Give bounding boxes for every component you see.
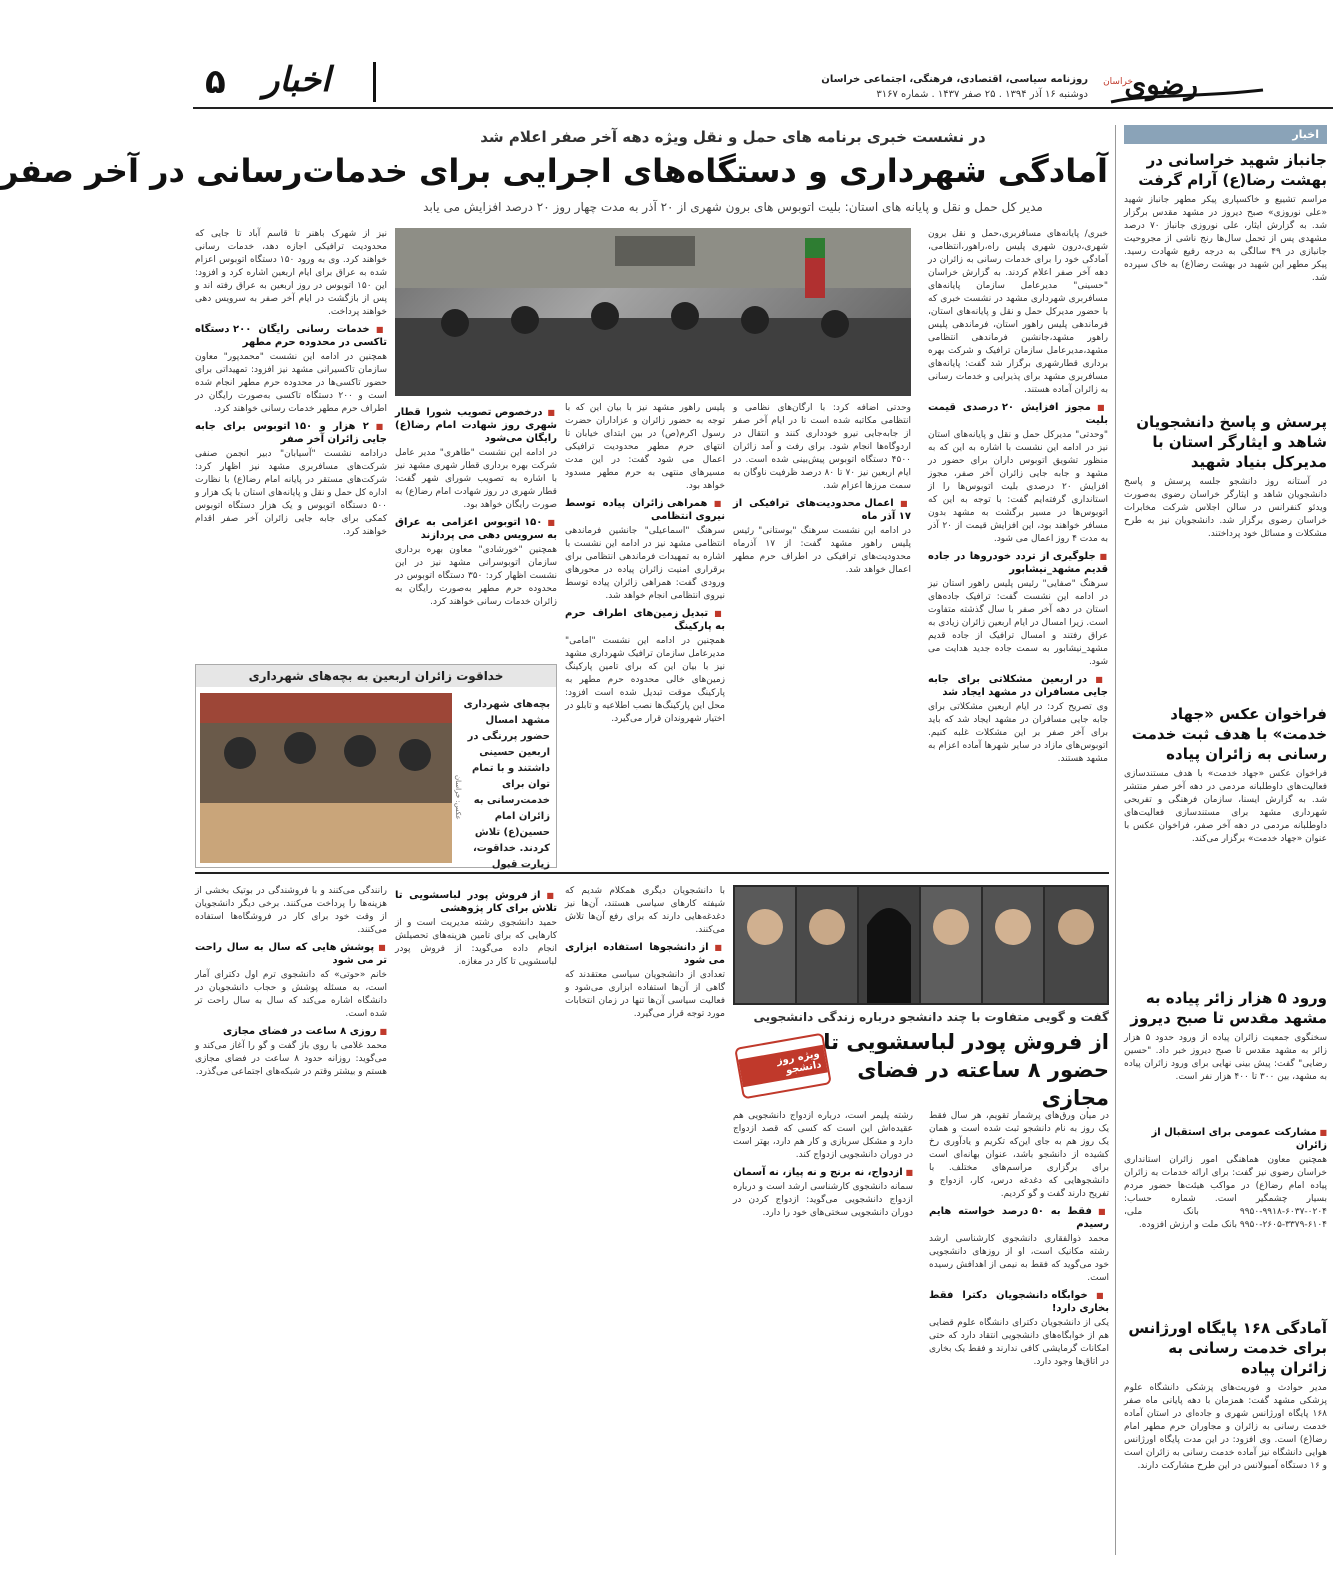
sidebar-text-2: در آستانه روز دانشجو جلسه پرسش و پاسخ دانشجویان شاهد و ایثارگر خراسان رضوی به‌صورت ویدئو کنفرانس در سالن اجلاس شرکت مخابرات خراسان رضوی برگزار شد. دانشجویان نیز به طرح مشکلات و مسائل خود پرداختند. <box>1124 477 1327 539</box>
subhead-buses-iraq: ■ ۱۵۰ اتوبوس اعزامی به عراق به سرویس دهی می پردازند <box>395 516 557 542</box>
feature-badge-text: ویژه روز دانشجو <box>738 1045 828 1088</box>
municipality-photo <box>200 693 452 863</box>
feature-column-5 <box>195 885 387 1550</box>
photo-credit: عکس: خراسان <box>454 775 462 820</box>
feature-subhead-4: ■ از دانشجوها استفاده ابزاری می شود <box>565 941 725 967</box>
subhead-buses-2150: ■ ۲ هزار و ۱۵۰ اتوبوس برای جابه جایی زائران آخر صفر <box>195 420 387 446</box>
feature-subhead-1: ■ فقط به ۵۰ درصد خواسته هایم رسیدم <box>929 1205 1109 1231</box>
sidebar-headline-4: ورود ۵ هزار زائر پیاده به مشهد مقدس تا صبح دیروز <box>1130 989 1327 1027</box>
subhead-police: ■ همراهی زائران پیاده توسط نیروی انتظامی <box>565 497 725 523</box>
photo-box-title: خداقوت زائران اربعین به بچه‌های شهرداری <box>196 665 556 687</box>
subhead-metro: ■ درخصوص تصویب شورا قطار شهری روز شهادت امام رضا(ع) رایگان می‌شود <box>395 406 557 445</box>
photo-box-municipality <box>195 664 557 868</box>
lead-photo <box>395 228 911 396</box>
lead-column-5 <box>195 228 387 664</box>
sidebar-tag: اخبار <box>1124 125 1327 144</box>
svg-text:رضوی: رضوی <box>1124 68 1198 101</box>
newspaper-logo <box>1103 64 1273 108</box>
feature-sub-text-7: محمد غلامی با روی باز گفت و گو را آغاز می‌کند و می‌گوید: روزانه حدود ۸ ساعت در فضای مجازی هستم و بیشتر وقتم در شبکه‌های اجتماعی می‌گذرد. <box>195 1041 387 1077</box>
feature-sub-text-1: محمد ذوالفقاری دانشجوی کارشناسی ارشد رشته مکانیک است، او از روزهای دانشجویی خود می‌گوید که فقط به نیمی از اهدافش رسیده است. <box>929 1234 1109 1283</box>
text-police: سرهنگ "اسماعیلی" جانشین فرماندهی انتظامی مشهد نیز در ادامه این نشست با اشاره به تمهیدات فرماندهی انتظامی برای برقراری امنیت زائران پیاده در محورهای ورودی گفت: همراهی زائران پیاده توسط نیروی انتظامی انجام خواهد شد. <box>565 526 725 601</box>
text-metro: در ادامه این نشست "طاهری" مدیر عامل شرکت بهره برداری قطار شهری مشهد نیز با اشاره به تصویب شورای شهر گفت: قطار شهری در روز شهادت امام رضا(ع) به صورت رایگان خواهد بود. <box>395 448 557 510</box>
feature-text-3: با دانشجویان دیگری همکلام شدیم که شیفته کارهای سیاسی هستند، آن‌ها نیز دغدغه‌هایی دارند که برای رفع آن‌ها تلاش می‌کنند. <box>565 886 725 935</box>
feature-sub-text-6: خانم «حوتی» که دانشجوی ترم اول دکترای آمار است، به مسئله پوشش و حجاب دانشجویان در دانشگاه اشاره می‌کند که سال به سال راحت تر شده است. <box>195 970 387 1019</box>
lead-column-1 <box>928 228 1108 868</box>
feature-subhead-2: ■ خوابگاه دانشجویان دکترا فقط بخاری دارد! <box>929 1289 1109 1315</box>
feature-sub-text-5: حمید دانشجوی رشته مدیریت است و از کارهایی که برای تامین هزینه‌های تحصیلش انجام داده می‌گوید: از فروش پودر لباسشویی تا کار در مغازه. <box>395 918 557 967</box>
subhead-arbaeen: ■ در اربعین مشکلاتی برای جابه جایی مسافران در مشهد ایجاد شد <box>928 673 1108 699</box>
feature-text-2: رشته پلیمر است، درباره ازدواج دانشجویی هم عقیده‌اش این است که کسی که قصد ازدواج دارد و مشکل سربازی و کار هم دارد، بهتر است در دوران دانشجویی ازدواج کند. <box>733 1111 913 1160</box>
newspaper-tagline: روزنامه سیاسی، اقتصادی، فرهنگی، اجتماعی خراسان <box>821 74 1088 85</box>
lead-column-3 <box>565 402 725 868</box>
subhead-price: ■ مجوز افزایش ۲۰ درصدی قیمت بلیت <box>928 401 1108 427</box>
meeting-photo-icon <box>395 228 911 396</box>
text-taxi: همچنین در ادامه این نشست "محمدپور" معاون سازمان تاکسیرانی مشهد نیز افزود: تمهیداتی برای حضور تاکسی‌ها در محدوده حرم مطهر انجام شده است و ۲۰۰ دستگاه تاکسی به‌صورت رایگان در اطراف حرم مطهر خدمات رسانی خواهند کرد. <box>195 352 387 414</box>
feature-sub-text-4: تعدادی از دانشجویان سیاسی معتقدند که گاهی از آن‌ها استفاده ابزاری می‌شود و فعالیت سیاسی آن‌ها تنها در زمان انتخابات مورد توجه قرار می‌گیرد. <box>565 970 725 1019</box>
sidebar-headline-1: جانباز شهید خراسانی در بهشت رضا(ع) آرام گرفت <box>1138 151 1327 189</box>
sidebar-headline-5: آمادگی ۱۶۸ پایگاه اورژانس برای خدمت رسانی به زائران پیاده <box>1128 1319 1327 1377</box>
sidebar-headline-3: فراخوان عکس «جهاد خدمت» با هدف ثبت خدمت رسانی به زائران پیاده <box>1131 705 1327 763</box>
sidebar <box>1118 125 1333 1555</box>
lead-headline: آمادگی شهرداری و دستگاه‌های اجرایی برای خدمات‌رسانی در آخر صفر <box>0 152 1108 190</box>
feature-column-2 <box>733 1110 913 1550</box>
sidebar-text-4b: همچنین معاون هماهنگی امور زائران استانداری خراسان رضوی نیز گفت: برای ارائه خدمات به زائران پیاده امام رضا(ع) در مواکب هیئت‌ها حضور مردم بسیار چشمگیر است. شماره حساب: ۰۲۰۴-۶۰۳۷-۹۹۱۸-۹۹۵۰ بانک ملی، ۶۱۰۴-۳۳۷۹-۲۶۰۵-۹۹۵۰ بانک ملت و ارزش افزوده. <box>1124 1155 1327 1230</box>
lead-column-4 <box>395 402 557 632</box>
text-traffic: در ادامه این نشست سرهنگ "بوستانی" رئیس پلیس راهور مشهد گفت: از ۱۷ آذرماه محدودیت‌های ترافیکی در اطراف حرم مطهر اعمال خواهد شد. <box>733 526 912 575</box>
sidebar-text-4: سخنگوی جمعیت زائران پیاده از ورود حدود ۵ هزار زائر به مشهد مقدس تا صبح دیروز خبر داد. "حسین رضایی" گفت: پیش بینی نهایی برای ورود زائران پیاده به مشهد، بین ۳۰۰ تا ۴۰۰ هزار نفر است. <box>1124 1033 1327 1082</box>
sidebar-text-5: مدیر حوادث و فوریت‌های پزشکی دانشگاه علوم پزشکی مشهد گفت: همزمان با دهه پایانی ماه صفر ۱۶۸ پایگاه اورژانس شهری و جاده‌ای در استان آماده خدمت رسانی به زائران و مجاوران حرم مطهر امام رضا(ع) است. وی افزود: در این مدت پایگاه اورژانس هوایی دانشگاه نیز آماده خدمت رسانی به زائران است و ۱۶ دستگاه آمبولانس در این طرح مشارکت دارند. <box>1124 1383 1327 1471</box>
header-rule <box>193 107 1333 109</box>
date-line: دوشنبه ۱۶ آذر ۱۳۹۴ . ۲۵ صفر ۱۴۳۷ . شماره ۳۱۶۷ <box>876 89 1088 100</box>
masthead <box>133 0 1333 108</box>
subhead-parking: ■ تبدیل زمین‌های اطراف حرم به پارکینگ <box>565 607 725 633</box>
section-divider <box>195 872 1109 874</box>
feature-kicker: گفت و گویی متفاوت با چند دانشجو درباره زندگی دانشجویی <box>753 1010 1109 1024</box>
page-number: ۵ <box>205 62 226 102</box>
section-title: اخبار <box>263 60 331 100</box>
sidebar-divider <box>1115 125 1116 1555</box>
lead-deck: مدیر کل حمل و نقل و پایانه های استان: بلیت اتوبوس های برون شهری از ۲۰ آذر به مدت چهار روز ۲۰ درصد افزایش می یابد <box>423 200 1043 214</box>
subhead-traffic: ■ اعمال محدودیت‌های ترافیکی از ۱۷ آذر ماه <box>733 497 911 523</box>
text-road: سرهنگ "صفایی" رئیس پلیس راهور استان نیز در ادامه این نشست گفت: ترافیک جاده‌های استان در دهه آخر صفر با سال گذشته متفاوت است. زیرا امسال در ایام اربعین زائران زیادی به عراق رفتند و امسال ترافیک از جاده قدیم مشهد_نیشابور به سمت جاده جدید هدایت می شود. <box>928 579 1108 667</box>
lead-text-2: وحدتی اضافه کرد: با ارگان‌های نظامی و انتظامی مکاتبه شده است تا در ایام آخر صفر از جابه‌جایی نیرو خودداری کنند و انتقال در اردوگاه‌ها انجام شود. برای رفت و آمد زائران ۴۵۰۰ دستگاه اتوبوس پیش‌بینی شده است. در ایام اربعین نیز ۷۰ تا ۸۰ درصد ظرفیت ناوگان به سمت مرزها اعزام شد. <box>733 403 911 491</box>
sidebar-text-1: مراسم تشییع و خاکسپاری پیکر مطهر جانباز شهید «علی نوروزی» صبح دیروز در مشهد مقدس برگزار شد. به گزارش ایثار، علی نوروزی جانباز ۷۰ درصد مشهدی پس از تحمل سال‌ها رنج ناشی از مجروحیت جانبازی در ۴۹ سالگی به درجه رفیع شهادت رسید. پیکر مطهر این شهید در بهشت رضا(ع) به خاک سپرده شد. <box>1124 195 1327 283</box>
feature-subhead-6: ■ پوشش هایی که سال به سال راحت تر می شود <box>195 941 387 967</box>
lead-text-4: نیز از شهرک باهنر تا قاسم آباد تا جایی که محدودیت ترافیکی اجازه دهد، خدمات رسانی خواهند کرد. وی به ورود ۱۵۰ دستگاه اتوبوس اعزام شده به عراق برای ایام اربعین اشاره کرد و افزود: این ۱۵۰ اتوبوس در روز اربعین به عراق رفته اند و پس از بازگشت در ایام آخر صفر به سرویس دهی خواهند پرداخت. <box>195 229 387 317</box>
sidebar-headline-2: پرسش و پاسخ دانشجویان شاهد و ایثارگر استان با مدیرکل بنیاد شهید <box>1136 413 1327 471</box>
lead-text-1: خبری/ پایانه‌های مسافربری،حمل و نقل برون شهری،درون شهری پلیس راه،راهور،انتظامی، آمادگی خود را برای خدمات رسانی به زائران در دهه آخر صفر اعلام کردند. به گزارش خراسان "حسینی" مدیرعامل سازمان پایانه‌های مسافربری شهرداری مشهد در نشست خبری که با حضور مدیرکل حمل و نقل و پایانه‌های استان، فرماندهی پلیس راهور استان، فرماندهی پلیس راهور مشهد،جانشین فرماندهی انتظامی مشهد،مدیرعامل سازمان ترافیک و شرکت بهره برداری قطارشهری برگزار شد گفت: پایانه‌های مسافربری مشهد برای پذیرایی و خدمات رسانی به زائران آماده هستند. <box>928 229 1108 395</box>
lead-text-3: پلیس راهور مشهد نیز با بیان این که با توجه به حضور زائران و عزاداران حضرت رسول اکرم(ص) در بین ابتدای خیابان تا انتهای حرم مطهر محدودیت ترافیکی اعمال می شود گفت: در این مدت مسیرهای منتهی به حرم مطهر مسدود خواهد بود. <box>565 403 725 491</box>
header-divider <box>373 62 376 102</box>
sidebar-subhead-4: ■ مشارکت عمومی برای استقبال از زائران <box>1124 1126 1327 1152</box>
text-parking: همچنین در ادامه این نشست "امامی" مدیرعامل سازمان ترافیک شهرداری مشهد نیز با بیان این که برای تامین پارکینگ زمین‌های خالی محدوده حرم مطهر به پارکینگ موقت تبدیل شده است افزود: محل این پارکینگ‌ها نصب اطلاعیه و تابلو در اختیار شهروندان قرار می‌گیرد. <box>565 636 725 724</box>
feature-column-3 <box>565 885 725 1550</box>
svg-text:خراسان: خراسان <box>1103 77 1133 87</box>
students-photo-strip <box>733 885 1109 1005</box>
feature-text-1: در میان ورق‌های پرشمار تقویم، هر سال فقط یک روز به نام دانشجو ثبت شده است و همان یک روز هم به جای این‌که تکریم و یادآوری رخ کشیده از دانشجو باشد، عنوان بهانه‌ای است برای برگزاری مراسم‌های مختلف. با دانشجوهایی که دغدغه درس، کار، ازدواج و تفریح دارند گفت و گو کردیم. <box>929 1111 1109 1199</box>
feature-sub-text-3: سمانه دانشجوی کارشناسی ارشد است و درباره ازدواج دانشجویی می‌گوید: ازدواج کردن در دوران دانشجویی سختی‌های خود را دارد. <box>733 1182 913 1218</box>
feature-headline: از فروش پودر لباسشویی تا حضور ۸ ساعته در فضای مجازی <box>823 1030 1109 1110</box>
text-buses-iraq: همچنین "خورشادی" معاون بهره برداری سازمان اتوبوسرانی مشهد نیز در این نشست اظهار کرد: ۳۵۰ دستگاه اتوبوس در محدوده حرم مطهر به‌صورت رایگان به زائران خدمات رسانی خواهند کرد. <box>395 545 557 607</box>
text-price: "وحدتی" مدیرکل حمل و نقل و پایانه‌های استان نیز در ادامه این نشست با اشاره به این که به منظور تشویق اتوبوس داران برای حضور در مشهد و جابه جایی زائران آخر صفر، مجوز افزایش ۲۰ درصدی بلیت اتوبوس‌ها را از استانداری گرفته‌ایم گفت: با توجه به این که اتوبوس‌ها در مسیر برگشت به مشهد بدون مسافر خواهند بود، این افزایش قیمت از ۲۰ آذر به مدت ۴ روز اعمال می شود. <box>928 430 1108 544</box>
subhead-road: ■ جلوگیری از تردد خودروها در جاده قدیم مشهد_نیشابور <box>928 550 1108 576</box>
subhead-taxi: ■ خدمات رسانی رایگان ۲۰۰ دستگاه تاکسی در محدوده حرم مطهر <box>195 323 387 349</box>
feature-subhead-3: ■ ازدواج، نه برنج و نه پیاز، نه آسمان <box>733 1166 913 1179</box>
lead-kicker: در نشست خبری برنامه های حمل و نقل ویژه دهه آخر صفر اعلام شد <box>480 128 986 146</box>
workers-photo-icon <box>200 693 452 863</box>
text-arbaeen: وی تصریح کرد: در ایام اربعین مشکلاتی برای جابه جایی مسافران در مشهد ایجاد شد که باید برای آخر صفر بر این مشکلات غلبه کنیم. اتوبوس‌های مازاد در سایر شهرها آماده اعزام به مشهد هستند. <box>928 702 1108 764</box>
feature-badge <box>734 1033 832 1100</box>
feature-sub-text-2: یکی از دانشجویان دکترای دانشگاه علوم قضایی هم از خوابگاه‌های دانشجویی انتقاد دارد که حتی امکانات گرمایشی کافی ندارند و فقط یک بخاری در اتاق‌ها وجود دارد. <box>929 1318 1109 1367</box>
feature-column-4 <box>395 885 557 1550</box>
feature-text-4: رانندگی می‌کنند و با فروشندگی در بوتیک بخشی از هزینه‌ها را پرداخت می‌کنند. برخی دیگر دانشجویان از وقت خود برای کار در فروشگاه‌ها استفاده می‌کنند. <box>195 886 387 935</box>
student-portraits-icon <box>733 885 1109 1005</box>
feature-column-1 <box>929 1110 1109 1550</box>
text-buses-2150: درادامه نشست "آسیابان" دبیر انجمن صنفی شرکت‌های مسافربری مشهد نیز اظهار کرد: شرکت‌های مستقر در پایانه امام رضا(ع) با نظارت اداره کل حمل و نقل و پایانه‌های استان با یک هزار و ۵۰۰ دستگاه اتوبوس و یک هزار دستگاه اتوبوس کمکی برای جابه جایی زائران آخر صفر اقدام خواهند کرد. <box>195 449 387 537</box>
sidebar-text-3: فراخوان عکس «جهاد خدمت» با هدف مستندسازی فعالیت‌های داوطلبانه مردمی در دهه آخر صفر منتشر شد. به گزارش ایسنا، سازمان فرهنگی و تفریحی شهرداری مشهد برای مستندسازی فعالیت‌های داوطلبانه مردمی در دهه آخر صفر، فراخوان عکس با عنوان «جهاد خدمت» برگزار می‌کند. <box>1124 769 1327 844</box>
feature-subhead-5: ■ از فروش پودر لباسشویی تا تلاش برای کار پژوهشی <box>395 889 557 915</box>
lead-column-2 <box>733 402 911 868</box>
photo-box-side-text: بچه‌های شهرداری مشهد امسال حضور پررنگی در اربعین حسینی داشتند و با تمام توان برای خدمت‌رسانی به زائران امام حسین(ع) تلاش کردند. خداقوت، زیارت قبول <box>463 699 550 870</box>
feature-subhead-7: ■ روزی ۸ ساعت در فضای مجازی <box>195 1025 387 1038</box>
